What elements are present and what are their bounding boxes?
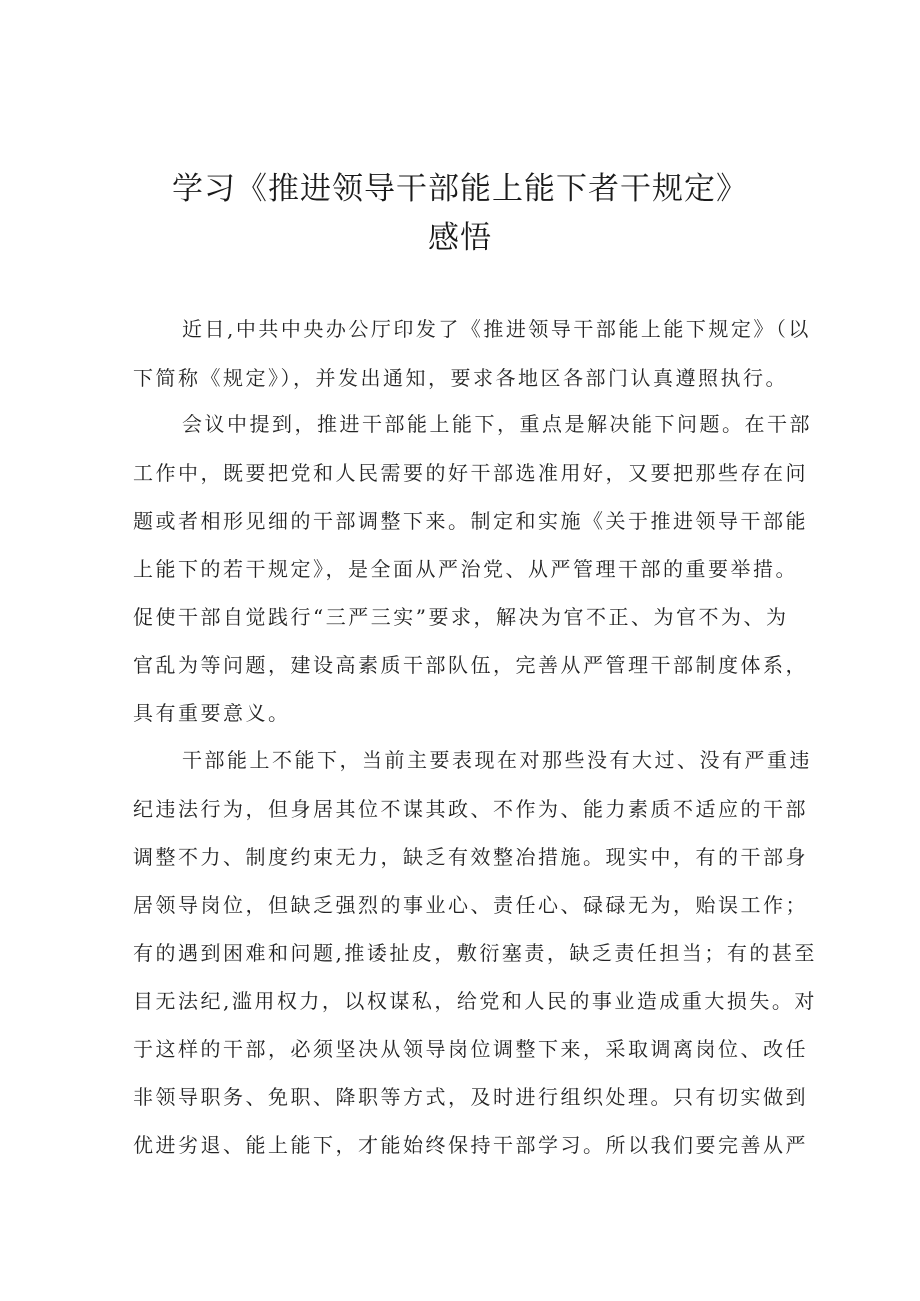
paragraph-3-line-6: 目无法纪,滥用权力，以权谋私，给党和人民的事业造成重大损失。对: [133, 989, 817, 1013]
paragraph-2-line-1: 会议中提到，推进干部能上能下，重点是解决能下问题。在干部: [182, 412, 812, 436]
paragraph-3-line-3: 调整不力、制度约束无力，缺乏有效整冶措施。现实中，有的干部身: [133, 845, 808, 869]
paragraph-2-line-4: 上能下的若干规定》，是全面从严治党、从严管理干部的重要举措。: [133, 557, 798, 581]
paragraph-2-line-7: 具有重要意义。: [133, 701, 291, 725]
document-title-line-1: 学习《推进领导干部能上能下者干规定》: [172, 171, 748, 207]
document-title-line-2: 感悟: [428, 220, 492, 256]
paragraph-2-line-3: 题或者相形见细的干部调整下来。制定和实施《关于推进领导干部能: [133, 509, 808, 533]
paragraph-3-line-4: 居领导岗位，但缺乏强烈的事业心、责任心、碌碌无为，贻误工作；: [133, 893, 808, 917]
paragraph-3-line-7: 于这样的干部，必须坚决从领导岗位调整下来，采取调离岗位、改任: [133, 1037, 808, 1061]
paragraph-3-line-8: 非领导职务、免职、降职等方式，及时进行组织处理。只有切实做到: [133, 1085, 808, 1109]
paragraph-3-line-2: 纪违法行为，但身居其位不谋其政、不作为、能力素质不适应的干部: [133, 797, 808, 821]
paragraph-2-line-6: 官乱为等问题，建设高素质干部队伍，完善从严管理干部制度体系，: [133, 653, 808, 677]
paragraph-3-line-5: 有的遇到困难和问题,推诿扯皮，敷衍塞责，缺乏责任担当；有的甚至: [133, 941, 817, 965]
paragraph-2-line-5: 促使干部自觉践行“三严三实”要求，解决为官不正、为官不为、为: [133, 605, 789, 629]
paragraph-1-line-2: 下简称《规定》），并发出通知，要求各地区各部门认真遵照执行。: [133, 366, 788, 390]
paragraph-3-line-9: 优进劣退、能上能下，才能始终保持干部学习。所以我们要完善从严: [133, 1133, 808, 1157]
paragraph-1-line-1: 近日,中共中央办公厅印发了《推进领导干部能上能下规定》（以: [182, 317, 811, 341]
paragraph-3-line-1: 干部能上不能下，当前主要表现在对那些没有大过、没有严重违: [182, 748, 812, 772]
paragraph-2-line-2: 工作中，既要把党和人民需要的好干部选准用好，又要把那些存在问: [133, 461, 808, 485]
